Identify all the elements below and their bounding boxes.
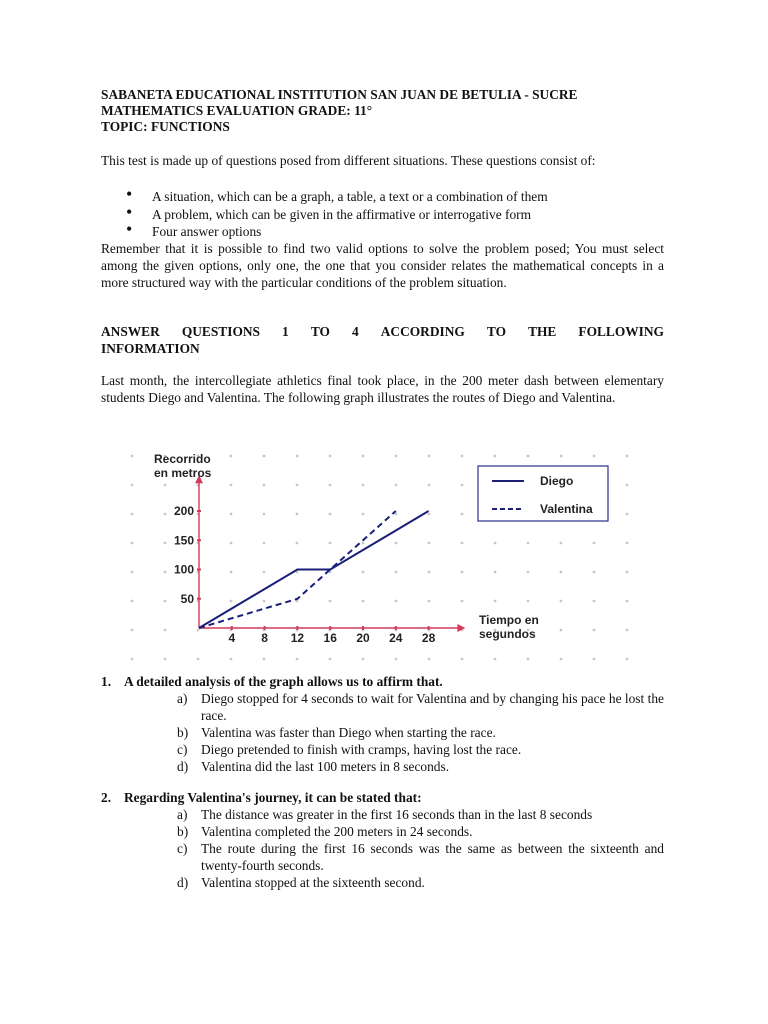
instruction-word: ANSWER — [101, 324, 160, 339]
grid-dot — [131, 542, 134, 545]
topic-title: TOPIC: FUNCTIONS — [101, 119, 230, 134]
grid-dot — [263, 600, 266, 603]
evaluation-title: MATHEMATICS EVALUATION GRADE: 11° — [101, 103, 373, 118]
bullet-icon: • — [126, 201, 133, 222]
question-stem: 1. A detailed analysis of the graph allows us to affirm that. — [101, 674, 443, 689]
bullet-list — [126, 184, 548, 241]
grid-dot — [263, 658, 266, 661]
grid-dot — [626, 629, 629, 632]
grid-dot — [263, 455, 266, 458]
grid-dot — [626, 513, 629, 516]
grid-dot — [593, 455, 596, 458]
institution-title: SABANETA EDUCATIONAL INSTITUTION SAN JUAN DE BETULIA - SUCRE — [101, 87, 578, 102]
grid-dot — [395, 484, 398, 487]
question-1 — [101, 673, 664, 775]
x-tick-label: 4 — [228, 631, 236, 645]
grid-dot — [362, 513, 365, 516]
grid-dot — [626, 658, 629, 661]
y-axis-label: Recorrido — [154, 452, 211, 466]
grid-dot — [131, 658, 134, 661]
y-tick-label: 200 — [173, 504, 194, 518]
bullet-icon: • — [126, 184, 133, 204]
grid-dot — [362, 542, 365, 545]
instruction-word: 4 — [351, 324, 359, 339]
grid-dot — [230, 513, 233, 516]
grid-dot — [164, 513, 167, 516]
grid-dot — [626, 542, 629, 545]
grid-dot — [428, 658, 431, 661]
grid-dot — [329, 513, 332, 516]
instruction-heading — [101, 323, 664, 357]
grid-dot — [395, 542, 398, 545]
x-tick-label: 28 — [421, 631, 436, 645]
legend-label: Diego — [540, 474, 574, 488]
grid-dot — [395, 571, 398, 574]
intro-paragraph: This test is made up of questions posed from different situations. These questions consist of: — [101, 153, 596, 168]
grid-dot — [164, 571, 167, 574]
grid-dot — [362, 484, 365, 487]
grid-dot — [560, 600, 563, 603]
instruction-line: INFORMATION — [101, 341, 200, 356]
legend-label: Valentina — [540, 502, 593, 516]
x-axis-label: segundos — [479, 627, 536, 641]
remember-paragraph: Remember that it is possible to find two valid options to solve the problem posed; You must select among the given options, only one, the one that you consider relates the mathematical concepts in a more structured way with the particular conditions of the problem situation. — [101, 241, 664, 290]
x-tick-label: 8 — [261, 631, 268, 645]
grid-dot — [527, 455, 530, 458]
question-stem: 2. Regarding Valentina's journey, it can be stated that: — [101, 790, 422, 805]
grid-dot — [329, 600, 332, 603]
grid-dot — [461, 542, 464, 545]
instruction-word: THE — [528, 324, 557, 339]
grid-dot — [593, 571, 596, 574]
grid-dot — [131, 629, 134, 632]
grid-dot — [230, 542, 233, 545]
grid-dot — [263, 513, 266, 516]
bullet-item: • A problem, which can be given in the affirmative or interrogative form — [126, 201, 532, 222]
y-tick-label: 100 — [173, 562, 194, 577]
grid-dot — [560, 629, 563, 632]
instruction-word: TO — [310, 324, 330, 339]
y-tick-label: 50 — [180, 591, 194, 606]
situation-paragraph: Last month, the intercollegiate athletics final took place, in the 200 meter dash between elementary students Diego and Valentina. The following graph illustrates the routes of Diego and Valentina. — [101, 373, 664, 405]
grid-dot — [494, 455, 497, 458]
grid-dot — [593, 658, 596, 661]
grid-dot — [362, 658, 365, 661]
grid-dot — [428, 571, 431, 574]
x-tick-label: 16 — [323, 631, 337, 645]
grid-dot — [527, 600, 530, 603]
grid-dot — [296, 658, 299, 661]
grid-dot — [296, 484, 299, 487]
grid-dot — [329, 484, 332, 487]
grid-dot — [164, 629, 167, 632]
instruction-word: ACCORDING — [380, 324, 465, 339]
grid-dot — [560, 571, 563, 574]
grid-dot — [164, 542, 167, 545]
y-tick-label: 150 — [173, 533, 194, 548]
x-axis-label: Tiempo en — [479, 613, 539, 627]
grid-dot — [296, 455, 299, 458]
grid-dot — [593, 629, 596, 632]
grid-dot — [296, 513, 299, 516]
grid-dot — [626, 484, 629, 487]
grid-dot — [230, 658, 233, 661]
grid-dot — [197, 629, 200, 632]
instruction-word: 1 — [282, 324, 289, 339]
grid-dot — [560, 542, 563, 545]
grid-dot — [560, 658, 563, 661]
answer-option[interactable]: b) Valentina was faster than Diego when starting the race. — [177, 725, 496, 740]
grid-dot — [395, 658, 398, 661]
bullet-item: • Four answer options — [126, 219, 262, 239]
answer-option[interactable]: d) Valentina did the last 100 meters in 8 seconds. — [177, 759, 450, 774]
grid-dot — [296, 542, 299, 545]
grid-dot — [164, 484, 167, 487]
grid-dot — [461, 513, 464, 516]
grid-dot — [230, 455, 233, 458]
grid-dot — [164, 658, 167, 661]
grid-dot — [329, 658, 332, 661]
race-chart-svg — [120, 442, 640, 668]
answer-option[interactable]: c) The route during the first 16 seconds was the same as between the sixteenth and twenty-fourth seconds. — [177, 841, 664, 873]
grid-dot — [494, 658, 497, 661]
grid-dot — [131, 513, 134, 516]
grid-dot — [131, 455, 134, 458]
grid-dot — [164, 600, 167, 603]
instruction-word: FOLLOWING — [578, 324, 664, 339]
grid-dot — [593, 600, 596, 603]
answer-option[interactable]: a) Diego stopped for 4 seconds to wait for Valentina and by changing his pace he lost the race. — [177, 691, 664, 723]
answer-option[interactable]: b) Valentina completed the 200 meters in 24 seconds. — [177, 824, 473, 839]
grid-dot — [560, 455, 563, 458]
x-tick-label: 20 — [356, 631, 370, 645]
grid-dot — [527, 571, 530, 574]
race-chart — [120, 442, 640, 668]
grid-dot — [593, 542, 596, 545]
grid-dot — [131, 571, 134, 574]
grid-dot — [428, 542, 431, 545]
grid-dot — [527, 542, 530, 545]
grid-dot — [626, 600, 629, 603]
answer-option[interactable]: a) The distance was greater in the first 16 seconds than in the last 8 seconds — [177, 807, 593, 822]
grid-dot — [461, 571, 464, 574]
grid-dot — [329, 455, 332, 458]
grid-dot — [428, 600, 431, 603]
bullet-item: • A situation, which can be a graph, a table, a text or a combination of them — [126, 184, 548, 204]
grid-dot — [428, 484, 431, 487]
grid-dot — [197, 658, 200, 661]
grid-dot — [263, 542, 266, 545]
grid-dot — [428, 513, 431, 516]
series-line-diego — [199, 511, 429, 628]
grid-dot — [626, 571, 629, 574]
grid-dot — [362, 455, 365, 458]
instruction-word: TO — [486, 324, 506, 339]
grid-dot — [494, 600, 497, 603]
grid-dot — [428, 455, 431, 458]
grid-dot — [494, 542, 497, 545]
x-tick-label: 12 — [290, 631, 305, 645]
grid-dot — [230, 600, 233, 603]
grid-dot — [494, 571, 497, 574]
y-axis-label: en metros — [154, 466, 212, 480]
grid-dot — [461, 658, 464, 661]
instruction-word: QUESTIONS — [181, 324, 260, 339]
grid-dot — [395, 600, 398, 603]
grid-dot — [329, 542, 332, 545]
grid-dot — [527, 658, 530, 661]
exam-header — [101, 87, 681, 135]
answer-option[interactable]: c) Diego pretended to finish with cramps, having lost the race. — [177, 742, 522, 757]
grid-dot — [362, 571, 365, 574]
x-tick-label: 24 — [389, 631, 403, 645]
grid-dot — [461, 600, 464, 603]
grid-dot — [131, 484, 134, 487]
grid-dot — [395, 455, 398, 458]
answer-option[interactable]: d) Valentina stopped at the sixteenth second. — [177, 875, 425, 890]
grid-dot — [461, 484, 464, 487]
grid-dot — [626, 455, 629, 458]
grid-dot — [263, 484, 266, 487]
grid-dot — [131, 600, 134, 603]
grid-dot — [230, 571, 233, 574]
grid-dot — [230, 484, 233, 487]
grid-dot — [263, 571, 266, 574]
grid-dot — [362, 600, 365, 603]
question-2 — [101, 789, 664, 891]
instruction-line — [101, 323, 664, 340]
grid-dot — [461, 455, 464, 458]
bullet-icon: • — [126, 219, 133, 239]
